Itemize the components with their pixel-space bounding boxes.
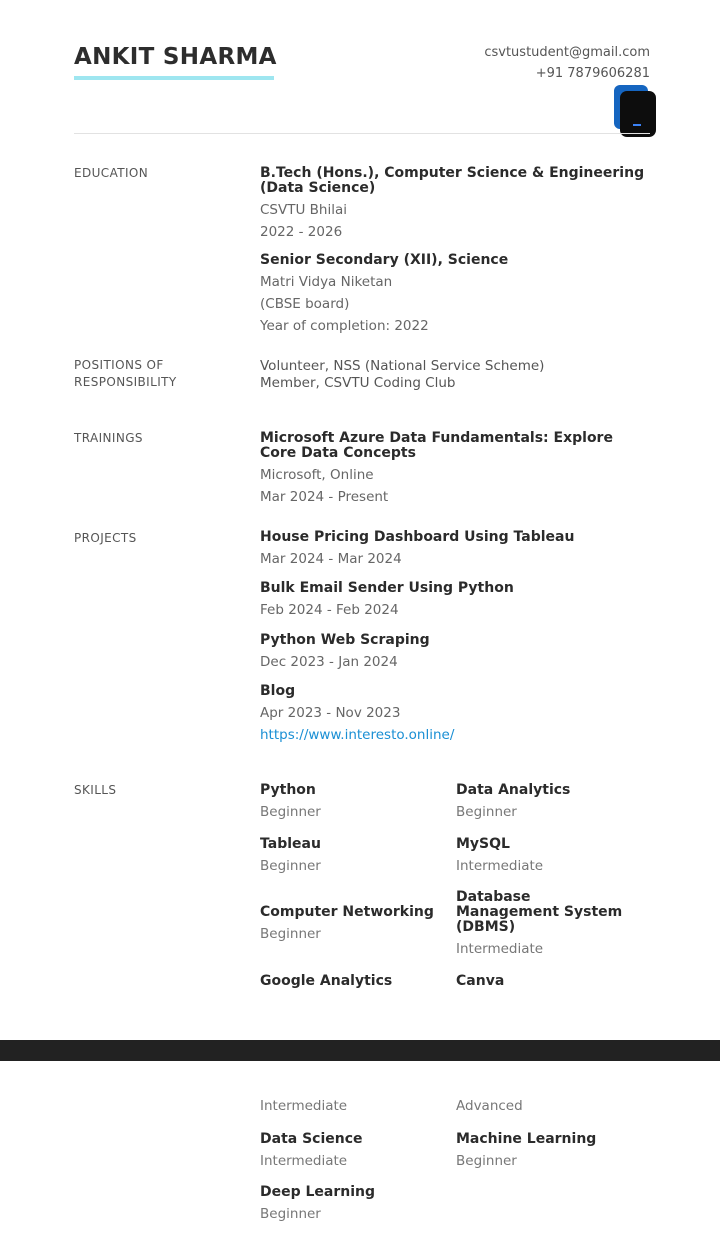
- skill-name: Machine Learning: [456, 1131, 597, 1147]
- project-entry-2: [260, 581, 652, 621]
- skill-item: [260, 905, 445, 945]
- page-break-bar: [0, 1040, 720, 1061]
- project-dates: Apr 2023 - Nov 2023: [260, 705, 401, 721]
- skill-level: Beginner: [456, 1153, 517, 1169]
- education-entry-1: [260, 166, 652, 243]
- trainings-label: TRAININGS: [74, 431, 143, 445]
- board: (CBSE board): [260, 296, 350, 312]
- project-dates: Feb 2024 - Feb 2024: [260, 602, 399, 618]
- candidate-name: ANKIT SHARMA: [74, 44, 277, 70]
- skill-name: Computer Networking: [260, 904, 434, 920]
- chat-icon[interactable]: [614, 85, 656, 137]
- education-label: EDUCATION: [74, 166, 149, 180]
- positions-label: POSITIONS OF RESPONSIBILITY: [74, 358, 177, 389]
- skill-level: Beginner: [260, 926, 321, 942]
- skill-item: [456, 1132, 641, 1172]
- project-dates: Dec 2023 - Jan 2024: [260, 654, 398, 670]
- training-entry: [260, 431, 652, 508]
- institution: CSVTU Bhilai: [260, 202, 347, 218]
- skill-level: Beginner: [260, 804, 321, 820]
- skill-item: [260, 837, 445, 877]
- project-title: Python Web Scraping: [260, 632, 430, 648]
- project-title: Bulk Email Sender Using Python: [260, 580, 514, 596]
- degree-title: Senior Secondary (XII), Science: [260, 252, 509, 268]
- project-entry-1: [260, 530, 652, 570]
- skill-name: MySQL: [456, 836, 510, 852]
- list-item: Volunteer, NSS (National Service Scheme): [260, 358, 545, 374]
- skill-item: [260, 1185, 445, 1225]
- training-title: Microsoft Azure Data Fundamentals: Explore Core Data Concepts: [260, 430, 613, 461]
- projects-label: PROJECTS: [74, 531, 137, 545]
- skills-label: SKILLS: [74, 783, 117, 797]
- positions-list: [260, 358, 652, 392]
- skill-item: [260, 974, 445, 989]
- skill-name: Tableau: [260, 836, 321, 852]
- skill-level: Intermediate: [260, 1153, 348, 1169]
- skill-item: [456, 890, 631, 960]
- skill-name: Database Management System (DBMS): [456, 889, 623, 935]
- project-dates: Mar 2024 - Mar 2024: [260, 551, 402, 567]
- training-dates: Mar 2024 - Present: [260, 489, 389, 505]
- skill-level: Intermediate: [260, 1098, 348, 1114]
- project-title: Blog: [260, 683, 296, 699]
- list-item: Member, CSVTU Coding Club: [260, 375, 456, 391]
- skill-item: [456, 974, 641, 989]
- email-text[interactable]: csvtustudent@gmail.com: [484, 45, 650, 60]
- skill-item: [260, 1132, 445, 1172]
- skill-name: Data Analytics: [456, 782, 571, 798]
- skill-level: Beginner: [456, 804, 517, 820]
- institution: Matri Vidya Niketan: [260, 274, 393, 290]
- skill-level: Intermediate: [456, 858, 544, 874]
- contact-info: [484, 42, 650, 84]
- project-link[interactable]: https://www.interesto.online/: [260, 727, 455, 743]
- skill-level: Intermediate: [456, 941, 544, 957]
- skill-level: Beginner: [260, 1206, 321, 1222]
- project-entry-3: [260, 633, 652, 673]
- skill-level: Beginner: [260, 858, 321, 874]
- header-divider: [74, 133, 650, 134]
- skill-item: [260, 783, 445, 823]
- skill-item: [456, 783, 641, 823]
- skill-item: [456, 837, 641, 877]
- skill-name: Google Analytics: [260, 973, 393, 989]
- skill-name: Python: [260, 782, 316, 798]
- name-underline: [74, 76, 274, 80]
- project-entry-4: [260, 684, 652, 746]
- project-title: House Pricing Dashboard Using Tableau: [260, 529, 575, 545]
- years: 2022 - 2026: [260, 224, 343, 240]
- skill-name: Canva: [456, 973, 505, 989]
- years: Year of completion: 2022: [260, 318, 429, 334]
- skill-name: Deep Learning: [260, 1184, 376, 1200]
- degree-title: B.Tech (Hons.), Computer Science & Engineering (Data Science): [260, 165, 645, 196]
- skill-name: Data Science: [260, 1131, 363, 1147]
- training-org: Microsoft, Online: [260, 467, 374, 483]
- phone-text[interactable]: +91 7879606281: [535, 66, 650, 81]
- skill-level: Advanced: [456, 1098, 523, 1114]
- education-entry-2: [260, 253, 652, 337]
